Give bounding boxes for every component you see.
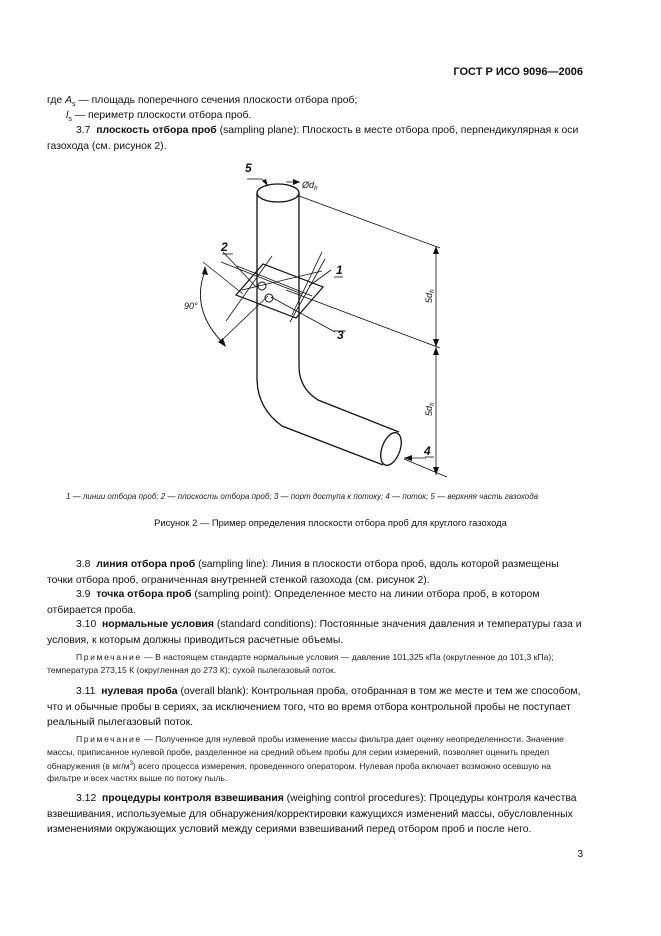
document-header: ГОСТ Р ИСО 9096—2006 — [453, 66, 583, 78]
section-3-8: 3.8 линия отбора проб (sampling line): Линия в плоскости отбора проб, вдоль которой размещены точки отбора проб, ограниченная внутренней стенкой газохода (см. рисунок 2). — [47, 559, 559, 586]
section-3-9: 3.9 точка отбора проб (sampling point): Определенное место на линии отбора проб, в котором отбирается проба. — [47, 589, 540, 616]
angle-label: 90° — [184, 301, 198, 311]
label-5: 5 — [245, 161, 252, 175]
label-3: 3 — [337, 328, 344, 342]
label-2: 2 — [221, 240, 228, 254]
page-number: 3 — [577, 849, 583, 860]
section-3-12: 3.12 процедуры контроля взвешивания (weighing control procedures): Процедуры контроля качества взвешивания, используемые для обнаружения/корректировки кажущихся изменений массы, обусловленных изменениями окружающих условий между сериями взвешиваний перед отбором проб и после него. — [47, 793, 577, 835]
figure-caption: Рисунок 2 — Пример определения плоскости отбора проб для круглого газохода — [154, 517, 507, 528]
duct-left-wall — [257, 193, 383, 465]
sampling-line-b — [221, 262, 302, 294]
duct-top-ellipse — [257, 184, 299, 202]
diameter-label: $Ød_h$ — [302, 180, 318, 192]
label-4: 4 — [424, 444, 431, 458]
angle-arc — [200, 271, 224, 344]
sampling-plane — [236, 264, 323, 318]
definition-ls: $l_s$ — периметр плоскости отбора проб. — [66, 110, 252, 124]
note-1: Примечание — В настоящем стандарте нормальные условия — давление 101,325 кПа (округленное до 101,3 кПа); температура 273,15 К (округленная до 273 К); сухой пылегазовый поток. — [47, 652, 554, 675]
figure-legend: 1 — линии отбора проб; 2 — плоскость отбора проб; 3 — порт доступа к потоку; 4 — поток; 5 — верхняя часть газохода — [66, 492, 539, 501]
duct-bottom-ellipse — [377, 430, 406, 468]
duct-right-wall — [299, 193, 399, 432]
dimension-label-top: $5d_h$ — [424, 289, 436, 303]
figure-2-duct-diagram — [150, 155, 470, 490]
note-2: Примечание — Полученное для нулевой пробы изменение массы фильтра дает оценку неопределенности. Значение массы, приписанное нулевой пробе, разделенное на средний объем пробы для серии измерений, позволяет оценить предел обнаружения (в $мг/м^3$) всего процесса измерения, проведенного оператором. Нулевая проба включает возможно осевшую на фильтре и всех частях выше по потоку пыль. — [47, 734, 564, 784]
label-1: 1 — [336, 263, 343, 277]
section-3-10: 3.10 нормальные условия (standard conditions): Постоянные значения давления и температуры газа и условия, к которым должны приводиться расчетные объемы. — [47, 619, 582, 646]
dimension-label-bottom: $5d_h$ — [424, 402, 436, 416]
section-3-11: 3.11 нулевая проба (overall blank): Контрольная проба, отобранная в том же месте и тем же способом, что и обычные пробы в сериях, за исключением того, что во время отбора контрольной пробы не поступает реальный пылегазовый поток. — [47, 686, 581, 728]
definition-as: где $A_s$ — площадь поперечного сечения плоскости отбора проб; — [47, 95, 358, 109]
section-3-7: 3.7 плоскость отбора проб (sampling plane): Плоскость в месте отбора проб, перпендикулярная к оси газохода (см. рисунок 2). — [47, 125, 579, 152]
